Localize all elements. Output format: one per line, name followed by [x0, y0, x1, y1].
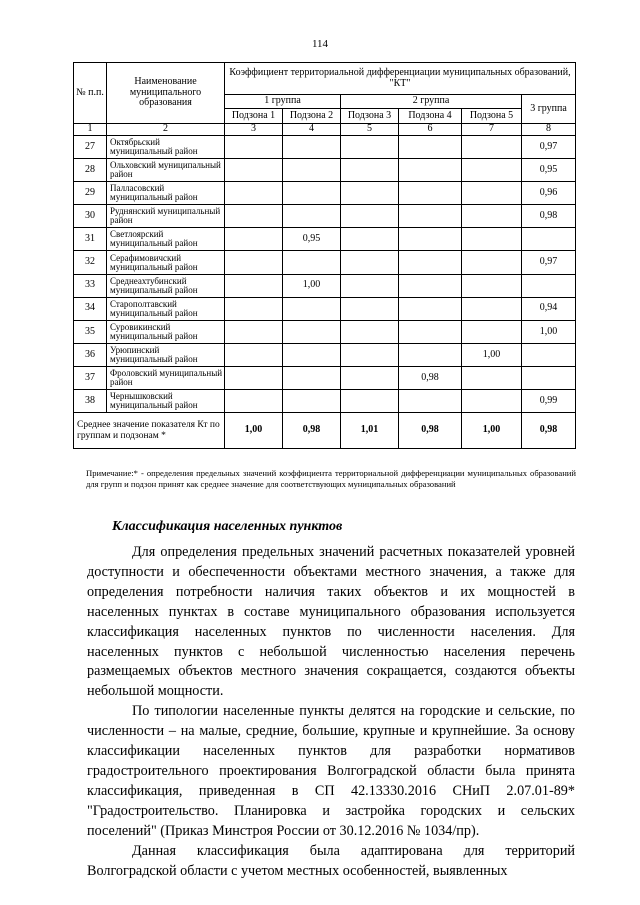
- coefficient-cell: [225, 343, 283, 366]
- coefficient-cell: 0,98: [522, 205, 576, 228]
- coefficient-cell: [399, 205, 462, 228]
- coefficient-cell: [341, 320, 399, 343]
- header-group-2: 2 группа: [341, 95, 522, 109]
- municipality-name: Фроловский муниципальный район: [107, 366, 225, 389]
- coefficient-cell: 1,00: [462, 343, 522, 366]
- municipality-name: Урюпинский муниципальный район: [107, 343, 225, 366]
- row-number: 34: [74, 297, 107, 320]
- coefficient-cell: [225, 205, 283, 228]
- column-number-cell: 2: [107, 124, 225, 136]
- row-number: 28: [74, 159, 107, 182]
- coefficient-cell: [522, 366, 576, 389]
- row-number: 32: [74, 251, 107, 274]
- paragraph: Данная классификация была адаптирована для территорий Волгоградской области с учетом местных особенностей, выявленных: [87, 842, 575, 879]
- coefficient-cell: 0,97: [522, 251, 576, 274]
- municipality-name: Руднянский муниципальный район: [107, 205, 225, 228]
- header-coefficient: Коэффициент территориальной дифференциации муниципальных образований, "КТ": [225, 63, 576, 95]
- coefficient-cell: [283, 343, 341, 366]
- header-name: Наименование муниципального образования: [107, 63, 225, 124]
- column-number-cell: 7: [462, 124, 522, 136]
- row-number: 38: [74, 390, 107, 413]
- coefficient-cell: [225, 297, 283, 320]
- coefficient-cell: 1,00: [283, 274, 341, 297]
- coefficient-cell: 0,95: [283, 228, 341, 251]
- coefficient-cell: [522, 343, 576, 366]
- coefficient-cell: 0,98: [399, 366, 462, 389]
- coefficient-cell: [341, 390, 399, 413]
- coefficient-cell: [283, 390, 341, 413]
- coefficient-cell: [283, 136, 341, 159]
- coefficient-cell: [225, 159, 283, 182]
- average-value: 1,00: [225, 413, 283, 449]
- coefficient-cell: [341, 205, 399, 228]
- coefficient-cell: [283, 182, 341, 205]
- municipality-name: Серафимовичский муниципальный район: [107, 251, 225, 274]
- table-row: [74, 297, 576, 320]
- table-row: [74, 205, 576, 228]
- average-value: 1,00: [462, 413, 522, 449]
- header-group-1: 1 группа: [225, 95, 341, 109]
- coefficient-cell: 0,99: [522, 390, 576, 413]
- average-label: Среднее значение показателя Кт по группам и подзонам *: [74, 413, 225, 449]
- coefficient-cell: [225, 182, 283, 205]
- page-number: 114: [311, 38, 329, 50]
- coefficient-cell: [399, 274, 462, 297]
- coefficient-cell: [462, 297, 522, 320]
- row-number: 36: [74, 343, 107, 366]
- coefficient-cell: 1,00: [522, 320, 576, 343]
- column-number-cell: 3: [225, 124, 283, 136]
- header-number: № п.п.: [74, 63, 107, 124]
- coefficient-cell: [399, 159, 462, 182]
- coefficient-cell: [225, 251, 283, 274]
- column-number-cell: 8: [522, 124, 576, 136]
- coefficient-cell: [283, 320, 341, 343]
- coefficient-cell: [462, 274, 522, 297]
- coefficient-cell: [462, 228, 522, 251]
- coefficient-cell: [399, 182, 462, 205]
- municipality-name: Ольховский муниципальный район: [107, 159, 225, 182]
- coefficient-cell: [341, 136, 399, 159]
- municipality-name: Суровикинский муниципальный район: [107, 320, 225, 343]
- column-number-cell: 4: [283, 124, 341, 136]
- coefficient-cell: [522, 228, 576, 251]
- coefficient-cell: [225, 320, 283, 343]
- body-text: [87, 543, 575, 881]
- table-row: [74, 251, 576, 274]
- average-value: 1,01: [341, 413, 399, 449]
- coefficient-cell: 0,97: [522, 136, 576, 159]
- table-row: [74, 136, 576, 159]
- coefficient-cell: [341, 182, 399, 205]
- coefficient-cell: [399, 251, 462, 274]
- table-row: [74, 159, 576, 182]
- municipality-name: Палласовский муниципальный район: [107, 182, 225, 205]
- header-subzone-5: Подзона 5: [462, 109, 522, 124]
- coefficient-cell: [399, 390, 462, 413]
- coefficient-table: [73, 62, 576, 449]
- table-row: [74, 343, 576, 366]
- coefficient-cell: [283, 251, 341, 274]
- row-number: 31: [74, 228, 107, 251]
- paragraph: Для определения предельных значений расчетных показателей уровней доступности и обеспеченности объектами местного значения, а также для определения потребности наличия таких объектов и их мощностей в населенных пунктах в составе муниципального образования используется классификация населенных пунктов по численности населения. Для населенных пунктов с небольшой численностью населения перечень размещаемых объектов местного значения сокращается, создаются объекты небольшой мощности.: [87, 544, 575, 700]
- coefficient-cell: 0,95: [522, 159, 576, 182]
- municipality-name: Чернышковский муниципальный район: [107, 390, 225, 413]
- coefficient-cell: [225, 228, 283, 251]
- row-number: 29: [74, 182, 107, 205]
- column-number-cell: 6: [399, 124, 462, 136]
- coefficient-cell: [399, 136, 462, 159]
- coefficient-cell: [225, 390, 283, 413]
- coefficient-cell: [341, 228, 399, 251]
- coefficient-cell: 0,96: [522, 182, 576, 205]
- coefficient-cell: [341, 366, 399, 389]
- coefficient-cell: [283, 205, 341, 228]
- coefficient-cell: [462, 159, 522, 182]
- table-row: [74, 390, 576, 413]
- table-row: [74, 228, 576, 251]
- coefficient-cell: [283, 297, 341, 320]
- table-footnote: Примечание:* - определения предельных значений коэффициента территориальной дифференциации муниципальных образований для групп и подзон принят как среднее значение для соответствующих муниципальных образований: [86, 468, 576, 489]
- table-row: [74, 366, 576, 389]
- coefficient-cell: [462, 320, 522, 343]
- municipality-name: Светлоярский муниципальный район: [107, 228, 225, 251]
- municipality-name: Октябрьский муниципальный район: [107, 136, 225, 159]
- header-subzone-1: Подзона 1: [225, 109, 283, 124]
- row-number: 33: [74, 274, 107, 297]
- section-heading: Классификация населенных пунктов: [112, 519, 343, 534]
- average-value: 0,98: [399, 413, 462, 449]
- coefficient-cell: [341, 297, 399, 320]
- coefficient-cell: [462, 251, 522, 274]
- coefficient-cell: [341, 159, 399, 182]
- coefficient-cell: [283, 366, 341, 389]
- table-row: [74, 274, 576, 297]
- coefficient-cell: [341, 251, 399, 274]
- coefficient-cell: [225, 136, 283, 159]
- row-number: 30: [74, 205, 107, 228]
- row-number: 27: [74, 136, 107, 159]
- column-number-cell: 1: [74, 124, 107, 136]
- coefficient-cell: [399, 343, 462, 366]
- paragraph: По типологии населенные пункты делятся на городские и сельские, по численности – на малые, средние, большие, крупные и крупнейшие. За основу классификации населенных пунктов для разработки нормативов градостроительного проектирования Волгоградской области была принята классификация, приведенная в СП 42.13330.2016 СНиП 2.07.01-89* "Градостроительство. Планировка и застройка городских и сельских поселений" (Приказ Минстроя России от 30.12.2016 № 1034/пр).: [87, 703, 575, 839]
- table-row: [74, 320, 576, 343]
- coefficient-cell: 0,94: [522, 297, 576, 320]
- coefficient-cell: [462, 205, 522, 228]
- average-value: 0,98: [283, 413, 341, 449]
- average-value: 0,98: [522, 413, 576, 449]
- coefficient-cell: [341, 343, 399, 366]
- coefficient-cell: [522, 274, 576, 297]
- coefficient-cell: [462, 182, 522, 205]
- municipality-name: Старополтавский муниципальный район: [107, 297, 225, 320]
- table-row: [74, 182, 576, 205]
- coefficient-cell: [399, 320, 462, 343]
- coefficient-cell: [462, 366, 522, 389]
- coefficient-cell: [341, 274, 399, 297]
- coefficient-cell: [283, 159, 341, 182]
- coefficient-cell: [399, 297, 462, 320]
- header-subzone-2: Подзона 2: [283, 109, 341, 124]
- coefficient-cell: [225, 366, 283, 389]
- municipality-name: Среднеахтубинский муниципальный район: [107, 274, 225, 297]
- coefficient-cell: [462, 390, 522, 413]
- row-number: 35: [74, 320, 107, 343]
- header-subzone-4: Подзона 4: [399, 109, 462, 124]
- average-row: [74, 413, 576, 449]
- coefficient-cell: [462, 136, 522, 159]
- column-number-cell: 5: [341, 124, 399, 136]
- header-group-3: 3 группа: [522, 95, 576, 124]
- coefficient-cell: [399, 228, 462, 251]
- row-number: 37: [74, 366, 107, 389]
- header-subzone-3: Подзона 3: [341, 109, 399, 124]
- coefficient-cell: [225, 274, 283, 297]
